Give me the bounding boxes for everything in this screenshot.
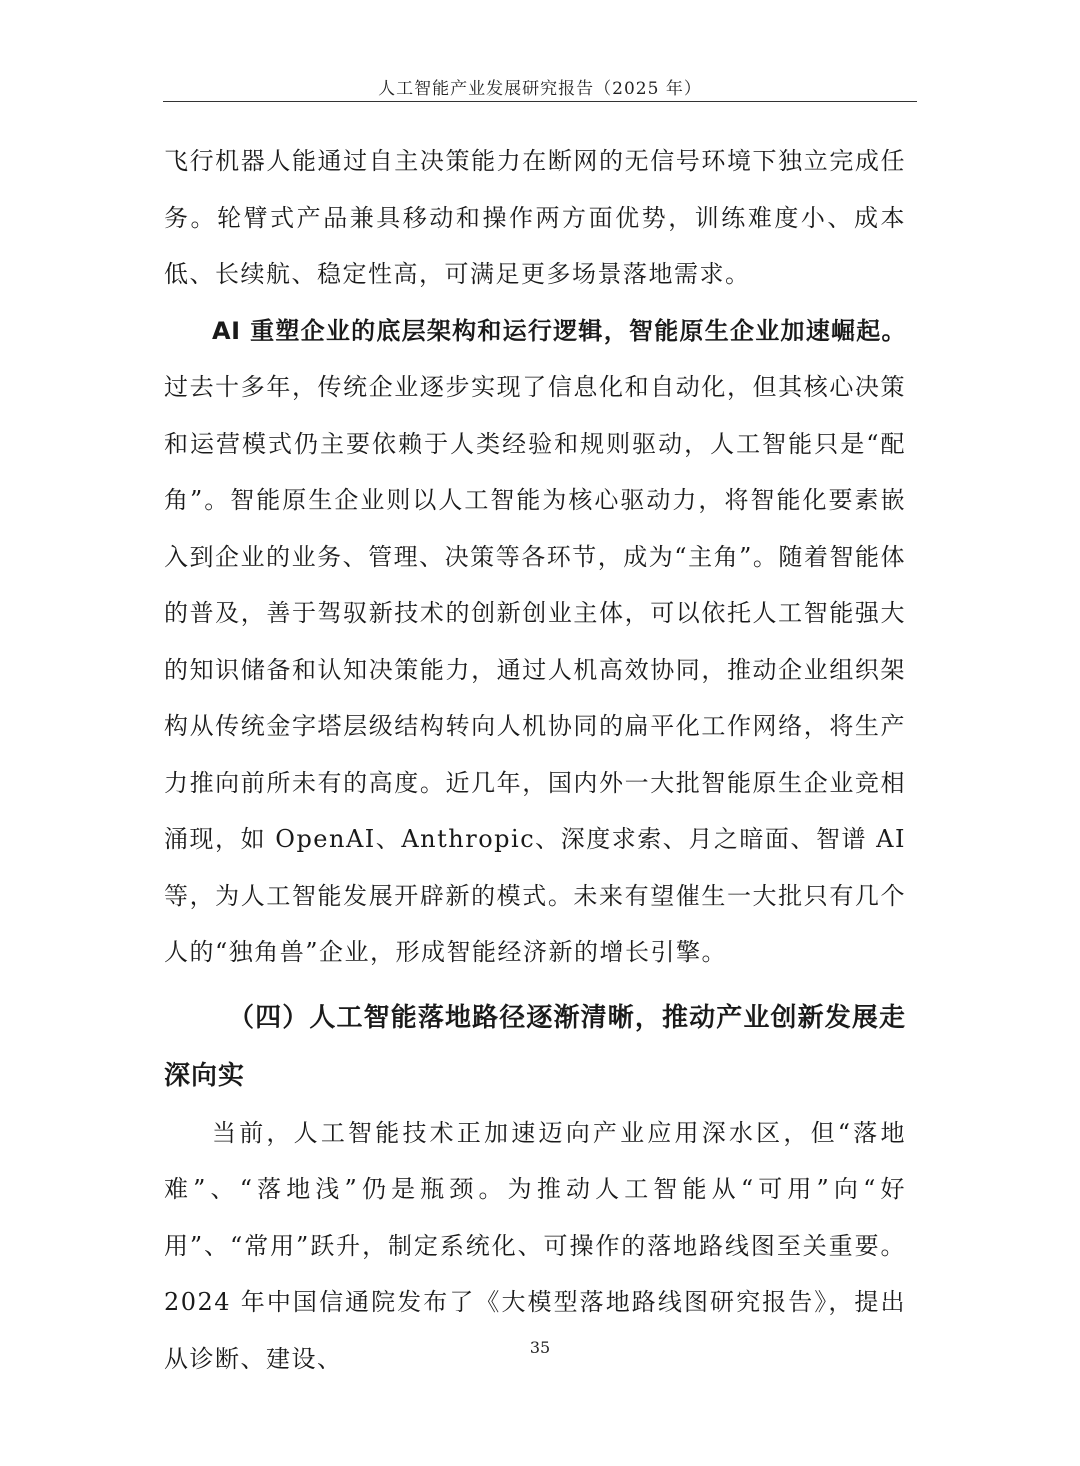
body-content: [164, 133, 906, 1387]
paragraph-lead-sentence: AI 重塑企业的底层架构和运行逻辑，智能原生企业加速崛起。: [212, 316, 906, 345]
page-number: 35: [529, 1338, 551, 1357]
paragraph-body: 过去十多年，传统企业逐步实现了信息化和自动化，但其核心决策和运营模式仍主要依赖于人类经验和规则驱动，人工智能只是“配角”。智能原生企业则以人工智能为核心驱动力，将智能化要素嵌入到企业的业务、管理、决策等各环节，成为“主角”。随着智能体的普及，善于驾驭新技术的创新创业主体，可以依托人工智能强大的知识储备和认知决策能力，通过人机高效协同，推动企业组织架构从传统金字塔层级结构转向人机协同的扁平化工作网络，将生产力推向前所未有的高度。近几年，国内外一大批智能原生企业竞相涌现，如 OpenAI、Anthropic、深度求索、月之暗面、智谱 AI 等，为人工智能发展开辟新的模式。未来有望催生一大批只有几个人的“独角兽”企业，形成智能经济新的增长引擎。: [164, 373, 906, 966]
section-heading: （四）人工智能落地路径逐渐清晰，推动产业创新发展走深向实: [164, 1002, 906, 1091]
paragraph-deployment: 当前，人工智能技术正加速迈向产业应用深水区，但“落地难”、“落地浅”仍是瓶颈。为推动人工智能从“可用”向“好用”、“常用”跃升，制定系统化、可操作的落地路线图至关重要。2024 年中国信通院发布了《大模型落地路线图研究报告》，提出从诊断、建设、: [164, 1118, 906, 1373]
header-divider: [163, 101, 917, 102]
paragraph-robots: 飞行机器人能通过自主决策能力在断网的无信号环境下独立完成任务。轮臂式产品兼具移动和操作两方面优势，训练难度小、成本低、长续航、稳定性高，可满足更多场景落地需求。: [164, 147, 906, 288]
paragraph-ai-native-enterprises: [164, 303, 906, 981]
running-header: 人工智能产业发展研究报告（2025 年）: [378, 79, 702, 99]
